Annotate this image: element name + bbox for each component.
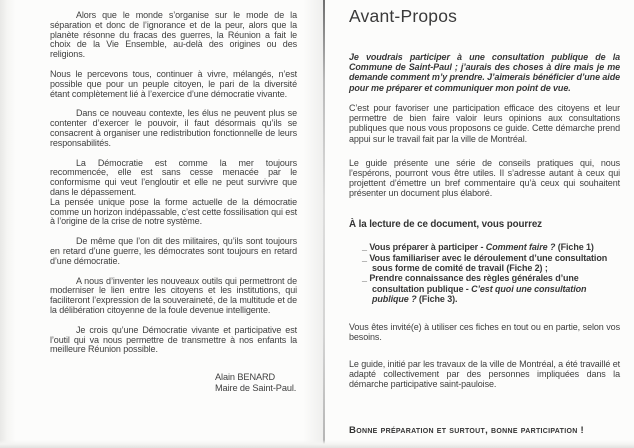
list-item-text: (Fiche 3). [416, 293, 458, 304]
intro-quote: Je voudrais participer à une consultation publique de la Commune de Saint-Paul ; j’aurais des choses à dire mais je me demande comment m’y prendre. J’aimerais bénéficier d’une aide pour me préparer et communiquer mon point de vue. [349, 51, 620, 93]
closing-paragraph: Le guide, initié par les travaux de la ville de Montréal, a été travaillé et adapté collectivement par des personnes impliquées dans la démarche participative saint-pauloise. [349, 358, 620, 389]
page-right [325, 0, 634, 448]
paragraph: Je crois qu’une Démocratie vivante et participative est l’outil qui va nous permettre de transmettre à nos enfants la meilleure Réunion possible. [50, 324, 297, 355]
left-text-block [50, 11, 297, 394]
note-paragraph: Vous êtes invité(e) à utiliser ces fiches en tout ou en partie, selon vos besoins. [349, 322, 620, 343]
paragraph: Dans ce nouveau contexte, les élus ne peuvent plus se contenter d’exercer le pouvoir, il faut désormais qu’ils se consacrent à organiser une redistribution fonctionnelle de leurs responsabilités. [50, 108, 297, 148]
scan-bottom-edge [0, 440, 634, 448]
list-item-text: (Fiche 1) [555, 242, 594, 253]
list-item [362, 253, 620, 274]
paragraph: La pensée unique pose la forme actuelle de la démocratie comme un horizon indépassable, c’est cette fossilisation qui est à l’origine de la crise de notre système. [50, 196, 297, 227]
underscore-bullet: _ [362, 252, 370, 263]
list-item-text: Vous familiariser avec le déroulement d’une consultation sous forme de comité de travail (Fiche 2) ; [369, 252, 608, 273]
page-title: Avant-Propos [349, 6, 458, 26]
paragraph: A nous d’inventer les nouveaux outils qui permettront de moderniser le lien entre les citoyens et les institutions, qui faciliteront l’expression de la souveraineté, de la multitude et de la délibération citoyenne de la foule devenue intelligente. [50, 275, 297, 315]
fiche-list [349, 242, 620, 304]
list-item [362, 242, 620, 252]
paragraph: C’est pour favoriser une participation efficace des citoyens et leur permettre de bien faire valoir leurs opinions aux consultations publiques que nous vous proposons ce guide. Cette démarche prend appui sur le travail fait par la ville de Montréal. [349, 102, 620, 144]
paragraph: Alors que le monde s’organise sur le mode de la séparation et donc de l’ignorance et de la peur, alors que la planète résonne du fracas des guerres, la Réunion a fait le choix de la Vie Ensemble, au-delà des origines ou des religions. [50, 10, 297, 60]
underscore-bullet: _ [362, 273, 370, 284]
signature-name: Alain BENARD [215, 372, 276, 383]
section-heading: À la lecture de ce document, vous pourrez [349, 218, 542, 230]
page-spine-divider [323, 0, 325, 448]
spine-shadow [303, 0, 323, 448]
paragraph: Nous le percevons tous, continuer à vivre, mélangés, n’est possible que pour un peuple citoyen, le pari de la diversité étant complètement lié à l’exercice d’une démocratie vivante. [50, 68, 297, 99]
paragraph: Le guide présente une série de conseils pratiques qui, nous l’espérons, pourront vous être utiles. Il s’adresse autant à ceux qui projettent d’émettre un bref commentaire qu’à ceux qui souhaitent présenter un document plus élaboré. [349, 157, 620, 199]
list-item-text: Vous préparer à participer - [369, 242, 486, 253]
paragraph: De même que l’on dit des militaires, qu’ils sont toujours en retard d’une guerre, les démocrates sont toujours en retard d’une démocratie. [50, 236, 297, 266]
scan-left-edge [0, 0, 16, 448]
list-item-italic: Comment faire ? [485, 242, 556, 253]
paragraph: La Démocratie est comme la mer toujours recommencée, elle est sans cesse menacée par le conformisme qui veut l’engloutir et elle ne peut survivre que dans le dépassement. [50, 157, 297, 197]
signature-title: Maire de Saint-Paul. [215, 383, 297, 394]
list-item-text: Prendre connaissance des règles générales d’une consultation publique - [369, 273, 579, 294]
signature-block [215, 372, 297, 394]
underscore-bullet: _ [362, 242, 370, 253]
list-item [362, 273, 620, 304]
right-text-block [349, 6, 620, 437]
footer-slogan: Bonne préparation et surtout, bonne participation ! [349, 425, 585, 437]
list-item-italic: C’est quoi une consultation publique ? [372, 283, 587, 304]
